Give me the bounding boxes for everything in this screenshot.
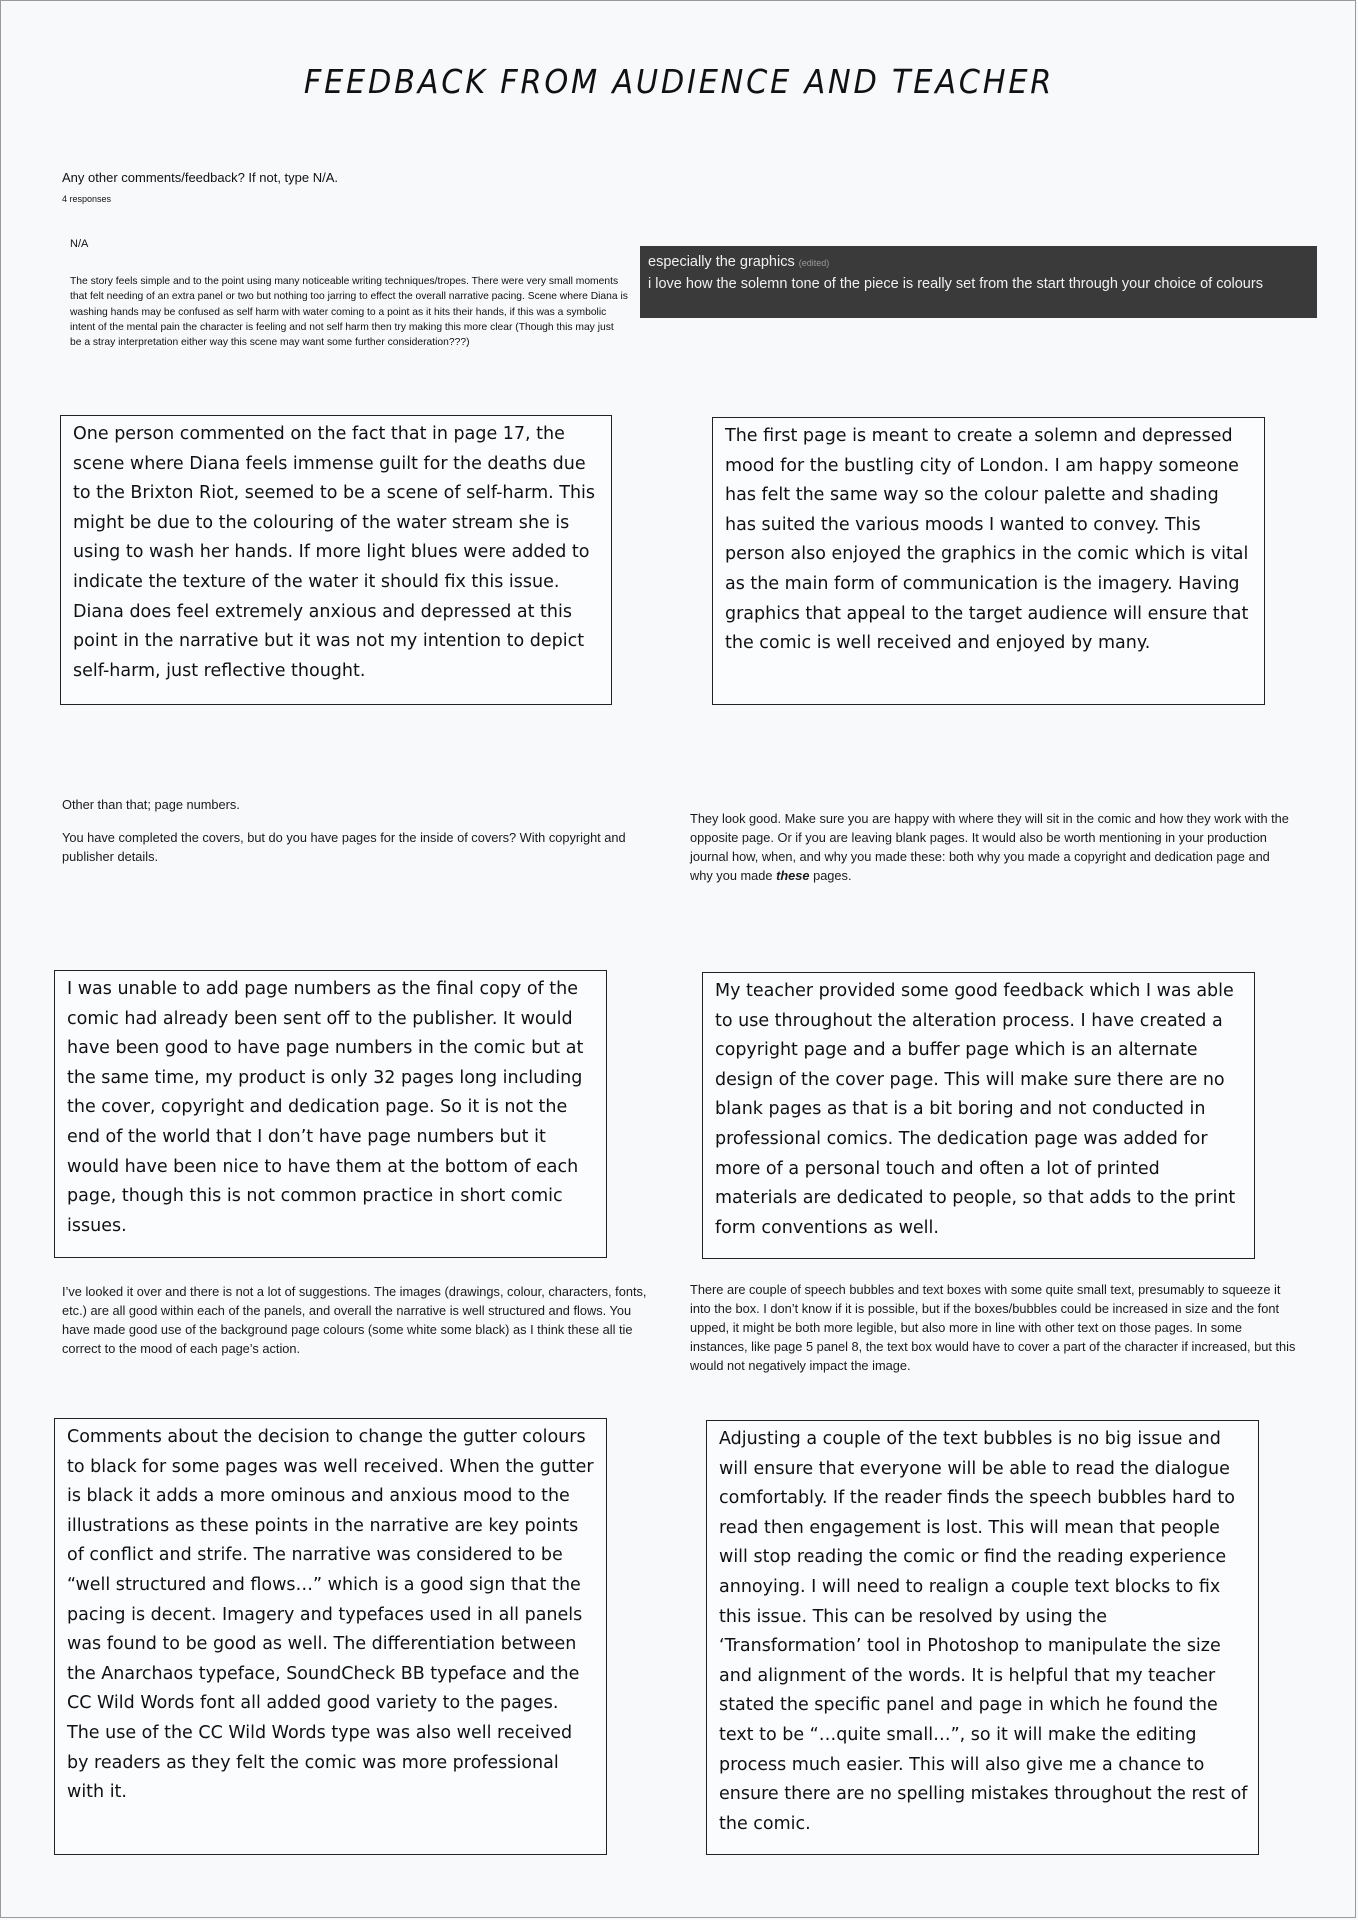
teacher-comment-line: Other than that; page numbers. [62,797,240,812]
response-box-page-numbers: I was unable to add page numbers as the final copy of the comic had already been sent off to the publisher. It would have been good to have page numbers in the comic but at the same time, my product is only 32 pages long including the cover, copyright and dedication page. So it is not the end of the world that I don’t have page numbers but it would have been nice to have them at the bottom of each page, though this is not common practice in short comic issues. [54,970,607,1258]
response-box-copyright-page: My teacher provided some good feedback which I was able to use throughout the alteration process. I have created a copyright page and a buffer page which is an alternate design of the cover page. This will make sure there are no blank pages as that is a bit boring and not conducted in professional comics. The dedication page was added for more of a personal touch and often a lot of printed materials are dedicated to people, so that adds to the print form conventions as well. [702,972,1255,1259]
teacher-comment-overall: I’ve looked it over and there is not a lot of suggestions. The images (drawings, colour, characters, fonts, etc.) are all good within each of the panels, and overall the narrative is well structured and flows. You have made good use of the background page colours (some white some black) as I think these all tie correct to the mood of each page’s action. [62,1284,647,1356]
form-response-count: 4 responses [62,194,112,204]
teacher-comment-small-text: There are couple of speech bubbles and text boxes with some quite small text, presumably to squeeze it into the box. I don’t know if it is possible, but if the boxes/bubbles could be increased in size and the font upped, it might be both more legible, but also more in line with other text on those pages. In some instances, like page 5 panel 8, the text box would have to cover a part of the character if increased, but this would not negatively impact the image. [690,1282,1296,1373]
emphasis-these: these [776,868,810,883]
form-response-story: The story feels simple and to the point using many noticeable writing techniques/tropes. There were very small moments that felt needing of an extra panel or two but nothing too jarring to effect the overall narrative pacing. Scene where Diana is washing hands may be confused as self harm with water coming to a point as it hits their hands, if this was a symbolic intent of the mental pain the character is feeling and not self harm then try making this more clear (Though this may just be a stray interpretation either way this scene may want some further consideration???) [70,276,628,349]
teacher-comment-page-numbers [62,795,662,866]
teacher-comment-copyright [690,809,1296,885]
page-title: FEEDBACK FROM AUDIENCE AND TEACHER [303,62,1055,101]
chat-comment-line1 [648,254,1309,270]
chat-comment-text1: especially the graphics [648,254,795,270]
teacher-comment-text: They look good. Make sure you are happy with where they will sit in the comic and how they work with the opposite page. Or if you are leaving blank pages. It would also be worth mentioning in your production journal how, when, and why you made these: both why you made a copyright and dedication page and why you made these pages. [690,811,1289,883]
response-box-first-page: The first page is meant to create a solemn and depressed mood for the bustling city of London. I am happy someone has felt the same way so the colour palette and shading has suited the various moods I wanted to convey. This person also enjoyed the graphics in the comic which is vital as the main form of communication is the imagery. Having graphics that appeal to the target audience will ensure that the comic is well received and enjoyed by many. [712,417,1265,705]
edited-label: (edited) [798,258,830,268]
response-box-self-harm: One person commented on the fact that in page 17, the scene where Diana feels immense guilt for the deaths due to the Brixton Riot, seemed to be a scene of self-harm. This might be due to the colouring of the water stream she is using to wash her hands. If more light blues were added to indicate the texture of the water it should fix this issue. Diana does feel extremely anxious and depressed at this point in the narrative but it was not my intention to depict self-harm, just reflective thought. [60,415,612,705]
chat-comment-text2: i love how the solemn tone of the piece is really set from the start through your choice of colours [648,276,1263,292]
form-response-na: N/A [70,238,89,250]
teacher-comment-line: You have completed the covers, but do you have pages for the inside of covers? With copyright and publisher details. [62,830,626,864]
response-box-text-bubbles: Adjusting a couple of the text bubbles is no big issue and will ensure that everyone will be able to read the dialogue comfortably. If the reader finds the speech bubbles hard to read then engagement is lost. This will mean that people will stop reading the comic or find the reading experience annoying. I will need to realign a couple text blocks to fix this issue. This can be resolved by using the ‘Transformation’ tool in Photoshop to manipulate the size and alignment of the words. It is helpful that my teacher stated the specific panel and page in which he found the text to be “…quite small…”, so it will make the editing process much easier. This will also give me a chance to ensure there are no spelling mistakes throughout the rest of the comic. [706,1420,1259,1855]
response-box-gutter: Comments about the decision to change the gutter colours to black for some pages was well received. When the gutter is black it adds a more ominous and anxious mood to the illustrations as these points in the narrative are key points of conflict and strife. The narrative was considered to be “well structured and flows…” which is a good sign that the pacing is decent. Imagery and typefaces used in all panels was found to be good as well. The differentiation between the Anarchaos typeface, SoundCheck BB typeface and the CC Wild Words font all added good variety to the pages. The use of the CC Wild Words type was also well received by readers as they felt the comic was more professional with it. [54,1418,607,1855]
form-question: Any other comments/feedback? If not, type N/A. [62,170,339,185]
chat-comment-card [640,246,1317,318]
